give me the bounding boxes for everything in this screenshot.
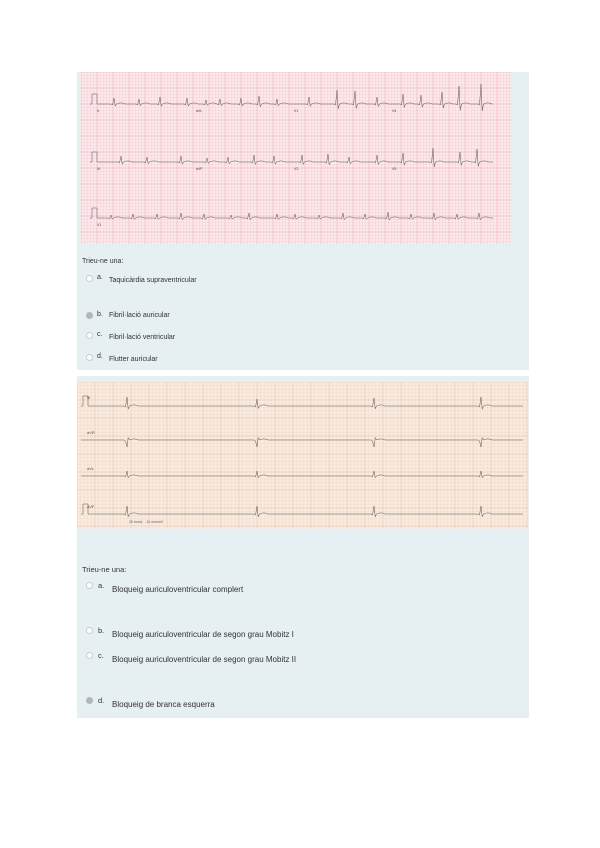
lead-label: aVF — [196, 167, 203, 171]
lead-label: V1 — [97, 223, 102, 227]
lead-label: V5 — [392, 167, 397, 171]
option-1b[interactable] — [86, 311, 170, 319]
option-text: Bloqueig de branca esquerra — [112, 700, 215, 709]
question-2-prompt: Trieu-ne una: — [82, 565, 127, 574]
lead-label: aVF — [87, 504, 95, 509]
radio-button[interactable] — [86, 582, 93, 589]
option-text: Bloqueig auriculoventricular de segon grau Mobitz I — [112, 630, 294, 639]
lead-label: V2 — [294, 167, 299, 171]
lead-label: V4 — [392, 109, 397, 113]
option-text: Flutter auricular — [109, 356, 158, 363]
option-letter: d. — [98, 696, 105, 705]
option-letter: c. — [98, 651, 104, 660]
radio-button[interactable] — [86, 354, 93, 361]
option-text: Bloqueig auriculoventricular de segon grau Mobitz II — [112, 655, 297, 664]
option-letter: a. — [98, 581, 105, 590]
lead-label: II — [97, 109, 99, 113]
option-2c[interactable] — [86, 651, 296, 664]
ecg-paper — [77, 382, 528, 529]
option-text: Fibril·lació ventricular — [109, 334, 176, 341]
option-2a[interactable] — [86, 581, 243, 594]
lead-label: III — [87, 395, 91, 400]
radio-button[interactable] — [86, 652, 93, 659]
lead-label: III — [97, 167, 100, 171]
option-text: Fibril·lació auricular — [109, 312, 170, 319]
option-letter: d. — [97, 353, 103, 360]
radio-button[interactable] — [86, 275, 93, 282]
ecg-calibration-text: 25 mm/s 10 mm/mV — [129, 520, 164, 524]
option-text: Bloqueig auriculoventricular complert — [112, 585, 244, 594]
option-1d[interactable] — [86, 353, 158, 363]
radio-button-selected[interactable] — [86, 697, 93, 704]
lead-label: aVR — [87, 430, 95, 435]
option-1a[interactable] — [86, 274, 197, 284]
radio-button[interactable] — [86, 332, 93, 339]
option-letter: a. — [97, 274, 103, 281]
option-2d[interactable] — [86, 696, 215, 709]
option-1c[interactable] — [86, 331, 175, 341]
radio-button[interactable] — [86, 627, 93, 634]
lead-label: aVL — [87, 466, 95, 471]
ecg-image-2 — [77, 382, 528, 529]
lead-label: aVL — [196, 109, 203, 113]
radio-button-selected[interactable] — [86, 312, 93, 319]
option-letter: b. — [97, 311, 103, 318]
ecg-image-1 — [81, 72, 511, 244]
option-2b[interactable] — [86, 626, 294, 639]
option-letter: c. — [97, 331, 103, 338]
question-1-prompt: Trieu-ne una: — [82, 258, 124, 265]
option-letter: b. — [98, 626, 105, 635]
lead-label: V1 — [294, 109, 299, 113]
option-text: Taquicàrdia supraventricular — [109, 277, 197, 284]
